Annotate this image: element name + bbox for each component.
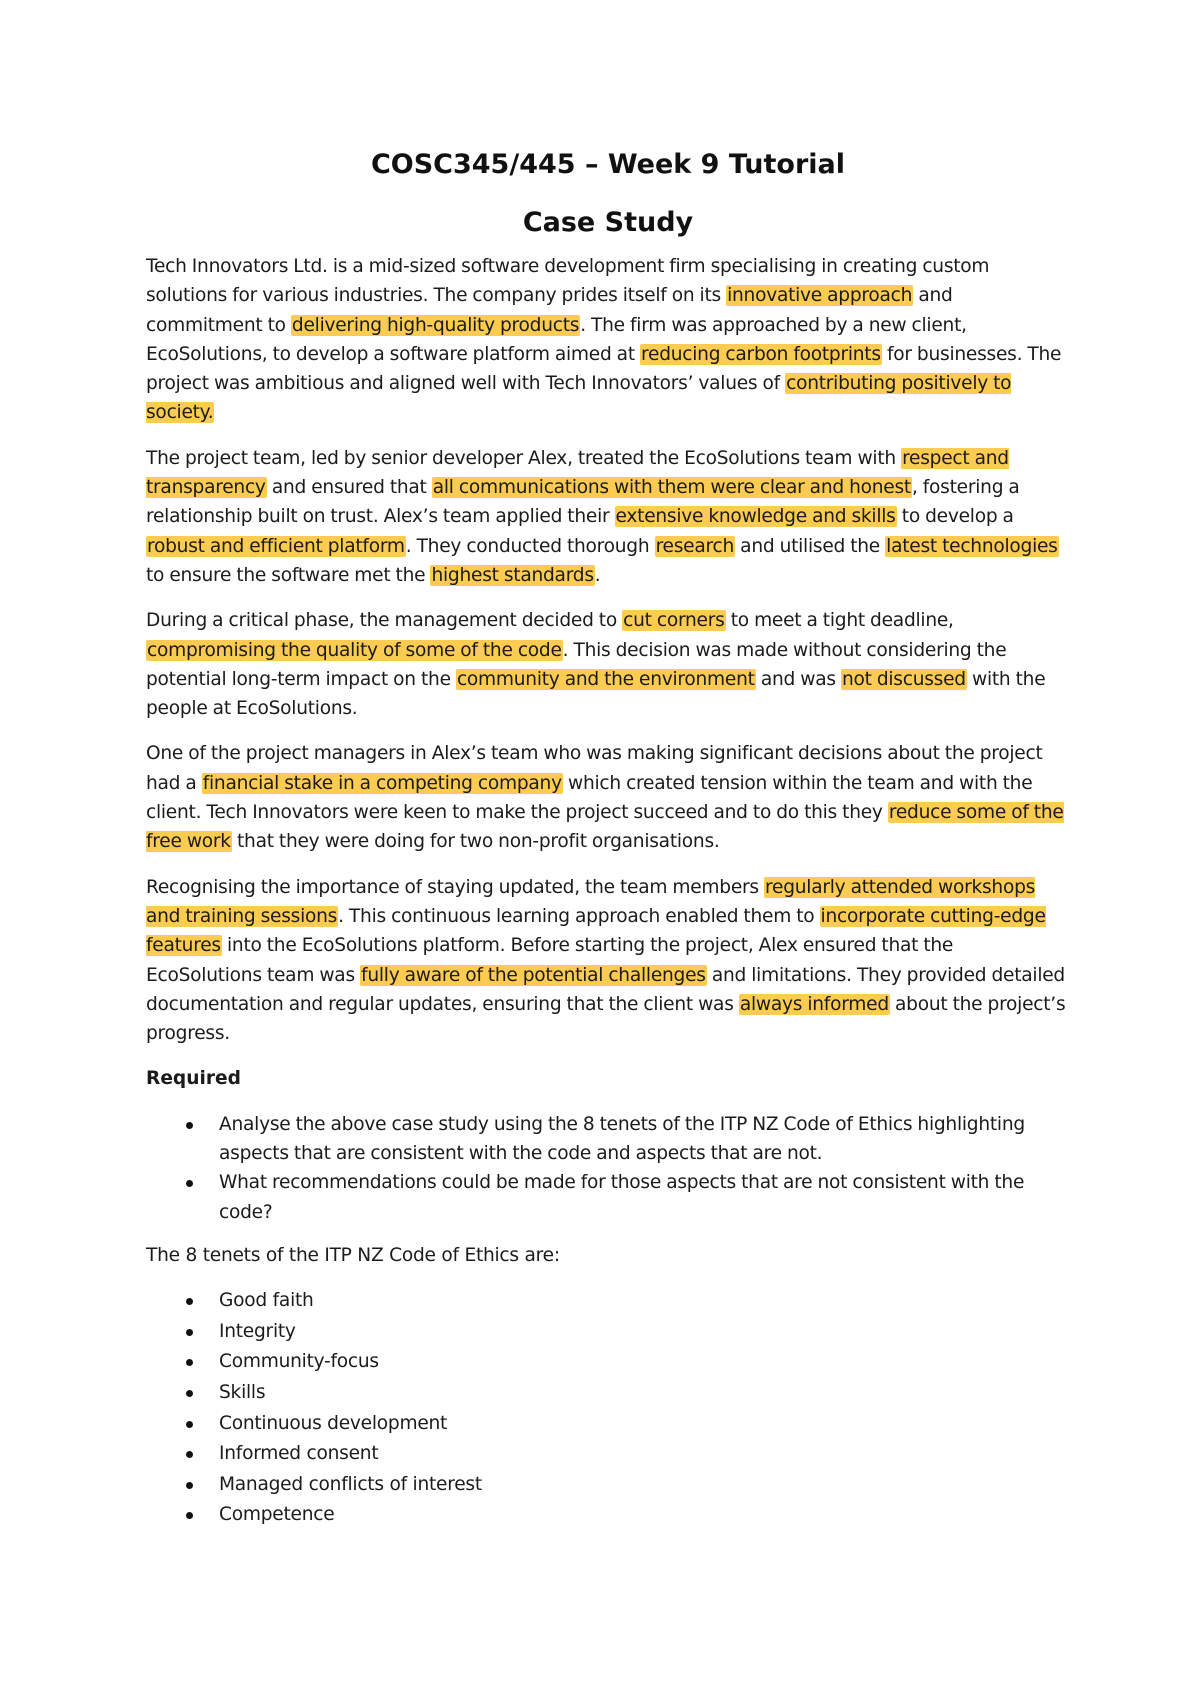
case-study-paragraph <box>146 252 1070 428</box>
paragraph-text: . The firm was approached by a new client, EcoSolutions, to develop a software platform aimed at <box>146 314 967 365</box>
highlighted-phrase: incorporate cutting-edge features <box>146 905 1046 957</box>
tenet-label: Informed consent <box>219 1443 379 1465</box>
highlighted-phrase: extensive knowledge and skills <box>615 506 896 528</box>
paragraph-text: Tech Innovators Ltd. is a mid-sized software development firm specialising in creating custom solutions for various industries. The company prides itself on its <box>146 256 990 307</box>
bullet-icon <box>186 1359 193 1366</box>
highlighted-phrase: delivering high-quality products <box>291 314 580 336</box>
case-study-paragraph <box>146 873 1070 1049</box>
case-study-paragraph <box>146 739 1070 856</box>
bullet-icon <box>186 1298 193 1305</box>
required-item <box>219 1110 1070 1169</box>
highlighted-phrase: financial stake in a competing company <box>202 772 562 794</box>
required-item <box>219 1168 1070 1227</box>
document-title: COSC345/445 – Week 9 Tutorial <box>370 149 846 180</box>
tenet-item <box>219 1347 1070 1378</box>
paragraph-text: and utilised the <box>735 535 886 557</box>
tenet-item <box>219 1409 1070 1440</box>
bullet-icon <box>186 1512 193 1519</box>
tenet-label: Skills <box>219 1381 266 1403</box>
case-study-paragraph <box>146 444 1070 590</box>
paragraph-text: . This decision was made without considering the potential long-term impact on the <box>146 639 1007 690</box>
paragraph-text: . <box>594 564 601 586</box>
case-study-paragraph <box>146 606 1070 723</box>
bullet-icon <box>186 1482 193 1489</box>
tenet-label: Good faith <box>219 1290 314 1312</box>
paragraph-text: During a critical phase, the management decided to <box>146 610 623 632</box>
highlighted-phrase: always informed <box>739 993 889 1015</box>
paragraph-text: to meet a tight deadline, <box>725 610 954 632</box>
paragraph-text: , fostering a relationship built on trust. Alex’s team applied their <box>146 477 1020 528</box>
paragraph-text: to ensure the software met the <box>146 564 431 586</box>
highlighted-phrase: fully aware of the potential challenges <box>361 964 706 986</box>
paragraph-text: and was <box>755 668 841 690</box>
bullet-icon <box>186 1451 193 1458</box>
document-subtitle: Case Study <box>522 207 694 238</box>
highlighted-phrase: all communications with them were clear and honest <box>432 477 911 499</box>
paragraph-text: to develop a <box>896 506 1014 528</box>
paragraph-text: The project team, led by senior developer Alex, treated the EcoSolutions team with <box>146 447 902 469</box>
paragraph-text: about the project’s progress. <box>146 993 1066 1045</box>
case-study-body <box>146 252 1070 1048</box>
tenet-label: Managed conflicts of interest <box>219 1473 482 1495</box>
tenet-label: Community-focus <box>219 1351 379 1373</box>
tenet-item <box>219 1286 1070 1317</box>
bullet-icon <box>186 1180 193 1187</box>
paragraph-text: into the EcoSolutions platform. Before starting the project, Alex ensured that the EcoSolutions team was <box>146 935 954 986</box>
highlighted-phrase: reducing carbon footprints <box>641 343 881 365</box>
tenet-item <box>219 1378 1070 1409</box>
bullet-icon <box>186 1122 193 1129</box>
bullet-icon <box>186 1329 193 1336</box>
highlighted-phrase: robust and efficient platform <box>147 535 405 557</box>
tenets-intro: The 8 tenets of the ITP NZ Code of Ethics are: <box>146 1244 560 1266</box>
paragraph-text: for businesses. The project was ambitious and aligned well with Tech Innovators’ values of <box>146 343 1062 395</box>
paragraph-text: . They conducted thorough <box>405 535 655 557</box>
tenet-label: Continuous development <box>219 1412 448 1434</box>
highlighted-phrase: reduce some of the free work <box>146 802 1064 853</box>
paragraph-text: . This continuous learning approach enabled them to <box>338 905 820 927</box>
highlighted-phrase: cut corners <box>623 610 725 632</box>
tenet-item <box>219 1500 1070 1531</box>
tenet-label: Integrity <box>219 1320 296 1342</box>
paragraph-text: Recognising the importance of staying updated, the team members <box>146 876 765 898</box>
paragraph-text: and commitment to <box>146 285 953 336</box>
highlighted-phrase: not discussed <box>841 668 966 690</box>
bullet-icon <box>186 1390 193 1397</box>
paragraph-text: that they were doing for two non-profit organisations. <box>231 831 720 853</box>
highlighted-phrase: respect and transparency <box>146 447 1009 499</box>
required-list <box>146 1110 1070 1227</box>
required-item-text: Analyse the above case study using the 8 tenets of the ITP NZ Code of Ethics highlighting aspects that are consistent with the code and aspects that are not. <box>219 1113 1025 1165</box>
tenets-list <box>146 1286 1070 1531</box>
required-item-text: What recommendations could be made for those aspects that are not consistent with the code? <box>219 1172 1025 1223</box>
highlighted-phrase: highest standards <box>431 564 594 586</box>
highlighted-phrase: community and the environment <box>456 668 755 690</box>
highlighted-phrase: research <box>655 535 735 557</box>
highlighted-phrase: regularly attended workshops and training sessions <box>146 876 1036 927</box>
tenet-label: Competence <box>219 1504 335 1526</box>
paragraph-text: and limitations. They provided detailed documentation and regular updates, ensuring that the client was <box>146 964 1065 1015</box>
tenet-item <box>219 1470 1070 1501</box>
highlighted-phrase: innovative approach <box>727 285 913 307</box>
paragraph-text: and ensured that <box>266 477 432 499</box>
highlighted-phrase: compromising the quality of some of the code <box>147 639 562 661</box>
paragraph-text: which created tension within the team and with the client. Tech Innovators were keen to make the project succeed and to do this they <box>146 772 1033 824</box>
paragraph-text: with the people at EcoSolutions. <box>146 668 1046 720</box>
highlighted-phrase: latest technologies <box>886 535 1058 557</box>
tenet-item <box>219 1317 1070 1348</box>
required-heading: Required <box>146 1068 241 1090</box>
bullet-icon <box>186 1421 193 1428</box>
highlighted-phrase: contributing positively to society. <box>146 373 1012 424</box>
paragraph-text: One of the project managers in Alex’s team who was making significant decisions about the project had a <box>146 743 1043 794</box>
tenet-item <box>219 1439 1070 1470</box>
